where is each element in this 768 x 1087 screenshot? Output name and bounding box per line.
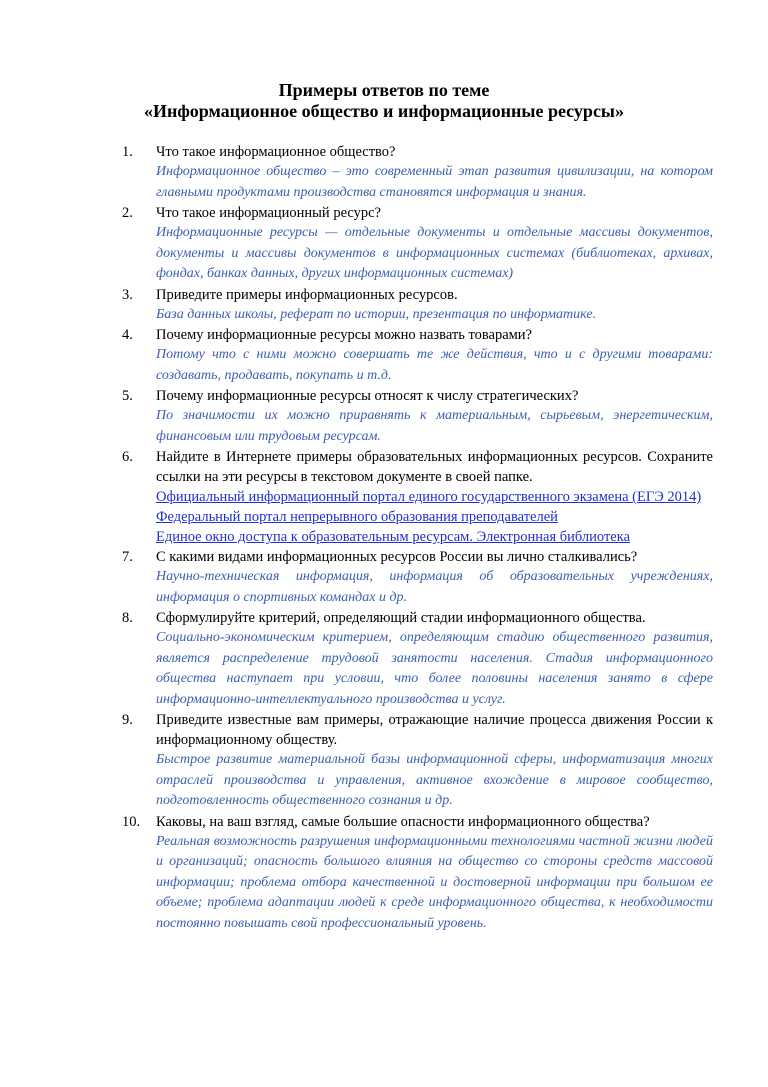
question-text: Почему информационные ресурсы можно назвать товарами? xyxy=(156,327,532,343)
item-number: 9. xyxy=(122,712,133,728)
item-number: 7. xyxy=(122,549,133,565)
resource-links xyxy=(156,487,713,547)
list-item xyxy=(0,547,768,608)
teachers-portal-link[interactable]: Федеральный портал непрерывного образования преподавателей xyxy=(156,509,558,525)
item-number: 2. xyxy=(122,205,133,221)
list-item xyxy=(0,325,768,386)
list-item xyxy=(0,608,768,710)
answer-text: Быстрое развитие материальной базы информационной сферы, информатизация многих отраслей производства и управления, активное вхождение в мировое сообщество, подготовленность общественного сознания и др. xyxy=(156,752,713,808)
item-number: 3. xyxy=(122,286,133,303)
title-line-2: «Информационное общество и информационные ресурсы» xyxy=(143,101,624,121)
list-item xyxy=(0,447,768,547)
item-number: 1. xyxy=(122,144,133,160)
question-text: Каковы, на ваш взгляд, самые большие опасности информационного общества? xyxy=(156,813,650,830)
edu-library-link[interactable]: Единое окно доступа к образовательным ресурсам. Электронная библиотека xyxy=(156,529,631,545)
item-number: 5. xyxy=(122,388,133,404)
answer-text: Социально-экономическим критерием, определяющим стадию общественного развития, является распределение трудовой занятости населения. Стадия информационного общества наступает при условии, что более половины населения занято в сфере информационно-интеллектуального производства и услуг. xyxy=(156,630,713,707)
answer-text: База данных школы, реферат по истории, презентация по информатике. xyxy=(156,306,597,322)
answer-text: Информационное общество – это современный этап развития цивилизации, на котором главными продуктами производства становятся информация и знания. xyxy=(156,164,713,200)
question-text: С какими видами информационных ресурсов России вы лично сталкивались? xyxy=(156,549,638,565)
answer-text: Информационные ресурсы — отдельные документы и отдельные массивы документов, документы и массивы документов в информационных системах (библиотеках, архивах, фондах, банках данных, других информационных системах) xyxy=(156,225,713,281)
list-item xyxy=(0,142,768,203)
question-text: Приведите известные вам примеры, отражающие наличие процесса движения России к информационному обществу. xyxy=(156,712,713,748)
qa-list xyxy=(0,142,768,934)
answer-text: Потому что с ними можно совершать те же действия, что и с другими товарами: создавать, продавать, покупать и т.д. xyxy=(156,347,713,383)
question-text: Сформулируйте критерий, определяющий стадии информационного общества. xyxy=(156,610,646,626)
list-item xyxy=(0,285,768,326)
question-text: Найдите в Интернете примеры образовательных информационных ресурсов. Сохраните ссылки на эти ресурсы в текстовом документе в своей папке. xyxy=(156,449,713,485)
question-text: Что такое информационный ресурс? xyxy=(156,205,381,221)
title-line-1: Примеры ответов по теме xyxy=(278,80,490,100)
list-item xyxy=(0,812,768,935)
question-text: Приведите примеры информационных ресурсов. xyxy=(156,286,458,303)
item-number: 4. xyxy=(122,327,133,343)
item-number: 8. xyxy=(122,610,133,626)
question-text: Что такое информационное общество? xyxy=(156,144,396,160)
list-item xyxy=(0,710,768,812)
list-item xyxy=(0,386,768,447)
answer-text: Научно-техническая информация, информация об образовательных учреждениях, информация о спортивных командах и др. xyxy=(156,569,713,605)
answer-text: По значимости их можно приравнять к материальным, сырьевым, энергетическим, финансовым или трудовым ресурсам. xyxy=(156,408,713,444)
item-number: 10. xyxy=(122,813,141,830)
ege-portal-link[interactable]: Официальный информационный портал единого государственного экзамена (ЕГЭ 2014) xyxy=(156,489,702,505)
question-text: Почему информационные ресурсы относят к числу стратегических? xyxy=(156,388,579,404)
answer-text: Реальная возможность разрушения информационными технологиями частной жизни людей и организаций; опасность большого влияния на общество со стороны средств массовой информации; проблема отбора качественной и достоверной информации при большом ее объеме; проблема адаптации людей к среде информационного общества, к необходимости постоянно повышать свой профессиональный уровень. xyxy=(156,833,713,931)
item-number: 6. xyxy=(122,449,133,465)
list-item xyxy=(0,203,768,285)
